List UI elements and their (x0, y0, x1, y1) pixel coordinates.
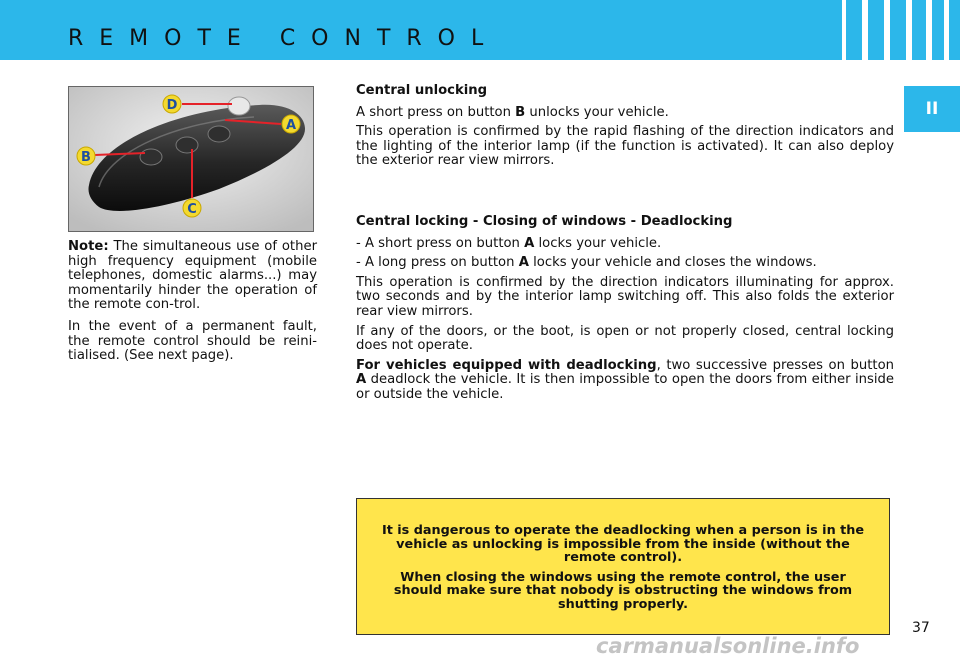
text-span: - A short press on button (356, 235, 525, 251)
button-letter: B (515, 104, 526, 120)
label-a (282, 115, 300, 133)
text-span: - A long press on button (356, 255, 519, 271)
note-paragraph (68, 240, 317, 313)
release-button (228, 97, 250, 115)
note-section (68, 240, 317, 371)
fault-paragraph: In the event of a permanent fault, the remote control should be reini-tialised. (See next page). (68, 318, 317, 364)
text-span: unlocks your vehicle. (525, 104, 669, 120)
header-stripe (944, 0, 949, 60)
text-span: locks your vehicle and closes the windows. (528, 255, 817, 271)
button-a (208, 126, 230, 142)
svg-text:A: A (285, 118, 297, 133)
header-stripe (862, 0, 868, 60)
warning-deadlocking: It is dangerous to operate the deadlocking when a person is in the vehicle as unlocking is impossible from the inside (without the remote control). (381, 523, 865, 566)
header-stripe (926, 0, 932, 60)
remote-control-photo (68, 86, 314, 232)
text-span: , two successive presses on button (656, 357, 894, 373)
warning-windows: When closing the windows using the remote control, the user should make sure that nobody is obstructing the windows from shutting properly. (393, 569, 853, 612)
locking-long-press (356, 256, 894, 271)
unlocking-confirmation: This operation is confirmed by the rapid flashing of the direction indicators and the lighting of the interior lamp (if the function is activated). It can also deploy the exterior rear view mirrors. (356, 124, 894, 169)
deadlocking-paragraph (356, 359, 894, 403)
note-label: Note: (68, 239, 109, 254)
page-title: REMOTE CONTROL (68, 26, 500, 51)
warning-box (356, 498, 890, 635)
button-letter: A (356, 372, 367, 388)
label-b (77, 147, 95, 165)
header-stripe (842, 0, 846, 60)
svg-text:B: B (81, 150, 91, 165)
main-content (356, 84, 894, 408)
header-stripe (884, 0, 890, 60)
remote-control-illustration (69, 87, 314, 232)
button-b (140, 149, 162, 165)
locking-short-press (356, 237, 894, 252)
label-c (183, 199, 201, 217)
button-letter: A (518, 255, 529, 271)
locking-not-closed: If any of the doors, or the boot, is open or not properly closed, central locking does not operate. (356, 323, 894, 354)
text-span: For vehicles equipped with deadlocking (356, 357, 657, 373)
unlocking-heading: Central unlocking (356, 83, 488, 98)
locking-confirmation: This operation is confirmed by the direction indicators illuminating for approx. two seconds and by the interior lamp switching off. This also folds the exterior rear view mirrors. (356, 274, 894, 319)
note-text: The simultaneous use of other high frequency equipment (mobile telephones, domestic alarms...) may momentarily hinder the operation of the remote con-trol. (68, 239, 317, 313)
text-span: A short press on button (356, 104, 516, 120)
header-stripe (906, 0, 912, 60)
button-c (176, 137, 198, 153)
unlocking-short-press (356, 106, 894, 121)
page-number: 37 (912, 620, 930, 636)
chapter-tab: II (904, 86, 960, 132)
label-d (163, 95, 181, 113)
header-bar (0, 0, 960, 60)
watermark: carmanualsonline.info (596, 634, 860, 658)
locking-heading: Central locking - Closing of windows - Deadlocking (356, 213, 733, 229)
svg-text:D: D (166, 98, 178, 113)
text-span: locks your vehicle. (534, 235, 662, 251)
svg-text:C: C (187, 202, 197, 217)
button-letter: A (524, 235, 535, 251)
text-span: deadlock the vehicle. It is then impossible to open the doors from either inside or outside the vehicle. (356, 372, 894, 402)
